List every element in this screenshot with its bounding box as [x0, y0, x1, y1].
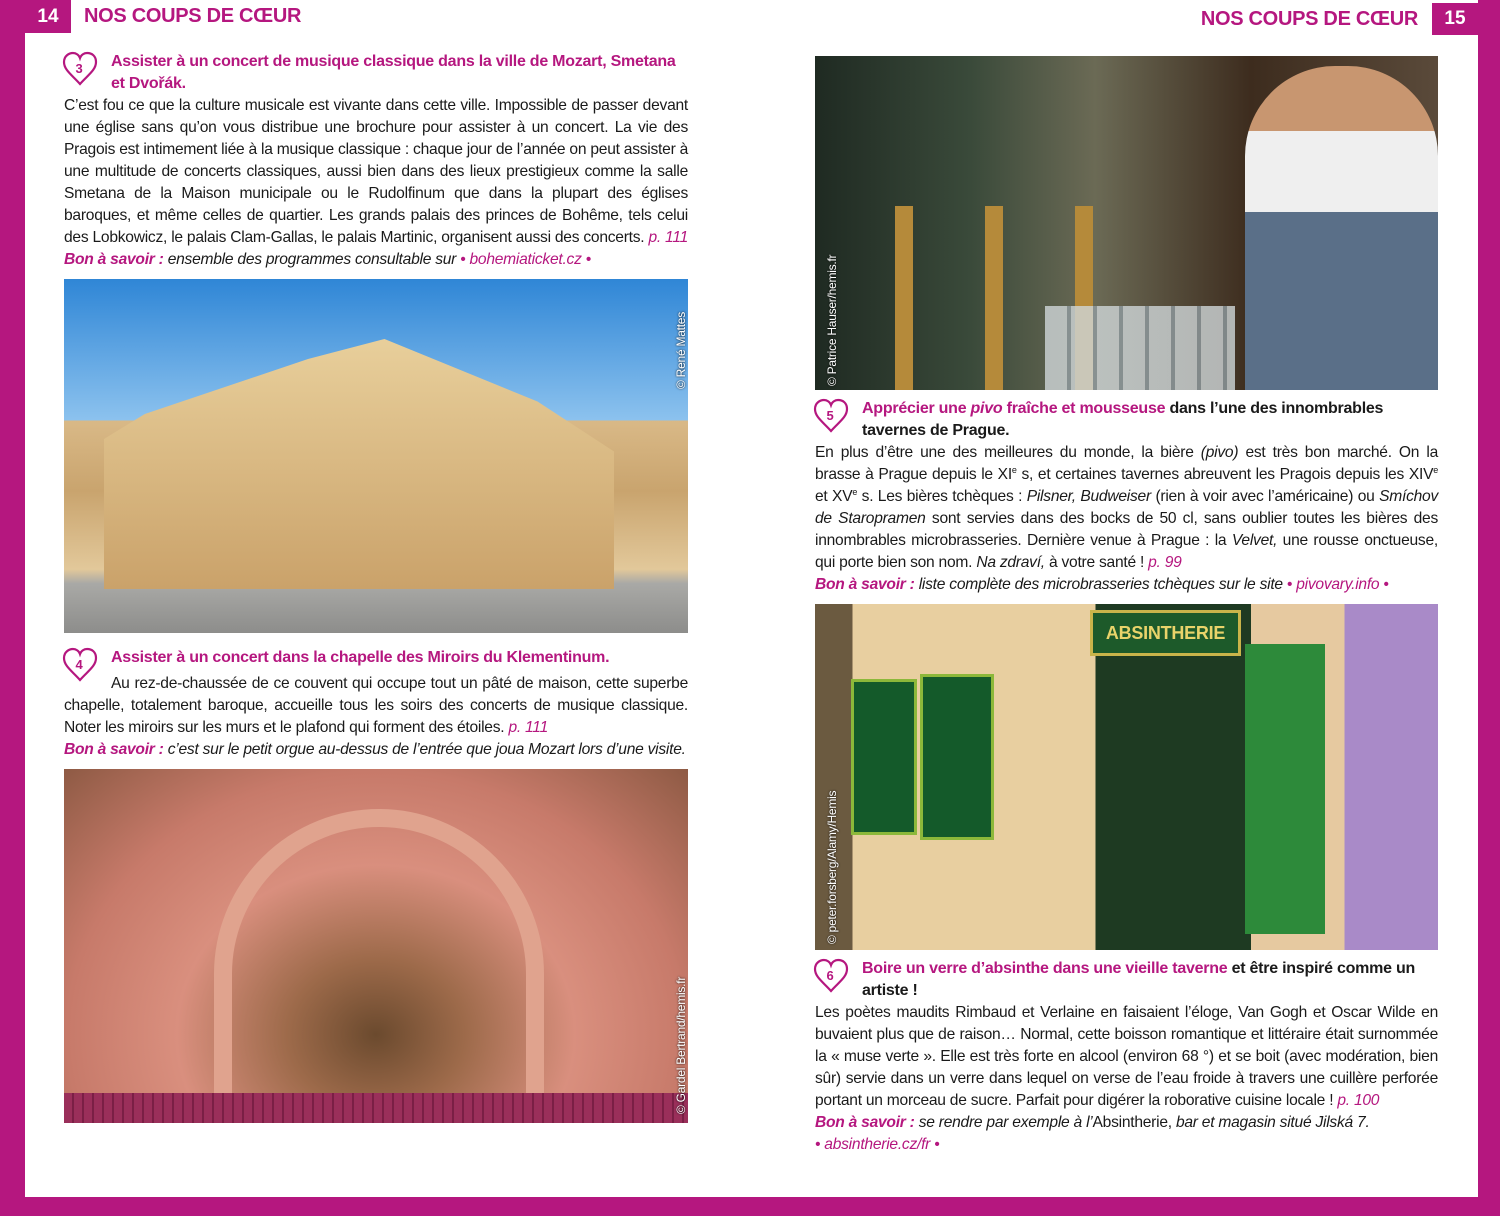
photo-absintherie	[815, 604, 1438, 950]
section-5	[815, 398, 1438, 950]
running-head-right: NOS COUPS DE CŒUR	[1200, 8, 1418, 30]
superscript: e	[1433, 464, 1438, 475]
body-text: Velvet,	[1231, 532, 1278, 549]
title-part: Apprécier une	[862, 400, 971, 417]
heart-icon	[813, 958, 851, 994]
green-panel	[851, 679, 917, 835]
superscript: e	[1011, 464, 1017, 475]
sign-board: ABSINTHERIE	[1090, 610, 1241, 656]
section-3	[64, 51, 688, 633]
page-number-left: 14	[25, 0, 71, 33]
title-part: et être inspiré comme un artiste !	[862, 960, 1415, 999]
tip-text: bar et magasin situé Jilská 7.	[1171, 1114, 1370, 1131]
body-text: C’est fou ce que la culture musicale est vivante dans cette ville. Impossible de passer devant une église sans qu’on vous distribue une brochure pour assister à un concert. La vie des Pragois est intimement liée à la musique classique : chaque jour de l’année on peut assister à une multitude de concerts classiques, aussi bien dans des lieux prestigieux comme la salle Smetana de la Maison municipale ou le Rudolfinum que dans la plupart des églises baroques, et même celles de quartier. Les grands palais des princes de Bohême, tels celui des Lobkowicz, le palais Clam-Gallas, le palais Martinic, organisent aussi des concerts.	[64, 97, 689, 246]
page-number-right: 15	[1432, 3, 1478, 35]
section-title	[815, 958, 1438, 1002]
section-body	[815, 442, 1438, 574]
heart-icon	[813, 398, 851, 434]
section-title: Assister à un concert dans la chapelle des Miroirs du Klementinum.	[111, 649, 610, 666]
section-body	[815, 1002, 1438, 1112]
tip-label: Bon à savoir :	[64, 251, 164, 268]
tip-line	[815, 1112, 1438, 1156]
page-ref-link[interactable]: p. 99	[1148, 554, 1182, 571]
section-body	[64, 95, 688, 249]
section-title	[815, 398, 1438, 442]
body-text: Pilsner, Budweiser	[1026, 488, 1151, 505]
photo-pub-tap	[815, 56, 1438, 390]
glasses-shape	[1045, 306, 1235, 390]
tip-text: liste complète des microbrasseries tchèques sur le site	[914, 576, 1287, 593]
photo-credit: © René Mattes	[674, 312, 688, 389]
section-4	[64, 647, 688, 1123]
bottom-margin-band	[0, 1197, 1500, 1216]
right-column	[815, 48, 1438, 1156]
tip-line	[64, 739, 688, 761]
section-body	[64, 673, 688, 739]
body-text: à votre santé !	[1044, 554, 1149, 571]
body-text: s, et certaines tavernes abreuvent les Pragois depuis les XIV	[1016, 466, 1434, 483]
section-number: 3	[75, 61, 83, 76]
heart-icon	[62, 51, 100, 87]
body-text: Na zdraví,	[976, 554, 1045, 571]
page-ref-link[interactable]: p. 111	[648, 229, 689, 246]
tip-text: se rendre par exemple à l’	[914, 1114, 1093, 1131]
bartender-shape	[1245, 66, 1438, 390]
body-text: sont servies dans des bocks de 50 cl, sans oublier toutes les bières des innombrables microbrasseries. Dernière venue à Prague : la	[815, 510, 1439, 549]
photo-mirror-chapel	[64, 769, 688, 1123]
photo-rudolfinum	[64, 279, 688, 633]
tip-label: Bon à savoir :	[64, 741, 164, 758]
tip-link[interactable]: • pivovary.info •	[1286, 576, 1389, 593]
tip-label: Bon à savoir :	[815, 1114, 915, 1131]
body-text: est très bon marché. On la brasse à Prague depuis le XI	[815, 444, 1439, 483]
section-6	[815, 958, 1438, 1156]
seats	[64, 1093, 688, 1123]
tip-line	[815, 574, 1438, 596]
left-column	[64, 51, 688, 1131]
section-number: 4	[75, 657, 83, 672]
photo-credit: © peter.forsberg/Alamy/Hemis	[825, 790, 839, 944]
photo-credit: © Gardel Bertrand/hemis.fr	[674, 976, 688, 1114]
tip-link[interactable]: • absintherie.cz/fr •	[815, 1136, 940, 1153]
title-part: dans l’une des innombrables tavernes de Prague.	[862, 400, 1384, 439]
title-part: pivo	[970, 400, 1003, 417]
title-part: Boire un verre d’absinthe dans une vieille taverne	[862, 960, 1228, 977]
body-text: En plus d’être une des meilleures du monde, la bière	[815, 444, 1201, 461]
body-text: (rien à voir avec l’américaine) ou	[1150, 488, 1380, 505]
body-text: Au rez-de-chaussée de ce couvent qui occupe tout un pâté de maison, cette superbe chapelle, totalement baroque, accueille tous les soirs des concerts de musique classique. Noter les miroirs sur les murs et le plafond qui forment des étoiles.	[64, 675, 688, 736]
body-text: s. Les bières tchèques :	[857, 488, 1027, 505]
running-head-left: NOS COUPS DE CŒUR	[84, 5, 302, 27]
body-text: et XV	[815, 488, 853, 505]
tip-label: Bon à savoir :	[815, 576, 915, 593]
body-text: une rousse onctueuse, qui porte bien son nom.	[815, 532, 1438, 571]
heart-icon	[62, 647, 100, 683]
right-margin-band	[1478, 0, 1500, 1216]
building-shape	[104, 339, 614, 589]
left-margin-band	[0, 0, 25, 1216]
tip-link[interactable]: • bohemiaticket.cz •	[460, 251, 591, 268]
arch-shape	[214, 809, 544, 1123]
section-number: 6	[826, 968, 834, 983]
section-title: Assister à un concert de musique classique dans la ville de Mozart, Smetana et Dvořák.	[111, 53, 676, 92]
tip-text: c’est sur le petit orgue au-dessus de l’entrée que joua Mozart lors d’une visite.	[163, 741, 686, 758]
photo-credit: © Patrice Hauser/hemis.fr	[825, 254, 839, 386]
body-text: (pivo)	[1200, 444, 1239, 461]
body-text: Les poètes maudits Rimbaud et Verlaine en faisaient l’éloge, Van Gogh et Oscar Wilde en buvaient plus que de raison… Normal, cette boisson romantique et littéraire était surnommée la « muse verte ». Elle est très forte en alcool (environ 68 °) et se boit (avec modération, bien sûr) servie dans un verre dans lequel on verse de l’eau froide à travers une cuillère perforée portant un morceau de sucre. Parfait pour digérer la roborative cuisine locale !	[815, 1004, 1438, 1109]
tip-line	[64, 249, 688, 271]
superscript: e	[852, 486, 858, 497]
tip-text: Absintherie,	[1092, 1114, 1172, 1131]
body-text: Smíchov de Staropramen	[815, 488, 1439, 527]
title-part: fraîche et mousseuse	[1002, 400, 1166, 417]
page-ref-link[interactable]: p. 100	[1337, 1092, 1380, 1109]
section-number: 5	[826, 408, 834, 423]
tip-text: ensemble des programmes consultable sur	[163, 251, 461, 268]
green-shelf	[1245, 644, 1325, 934]
page-ref-link[interactable]: p. 111	[508, 719, 548, 736]
green-panel	[920, 674, 994, 840]
